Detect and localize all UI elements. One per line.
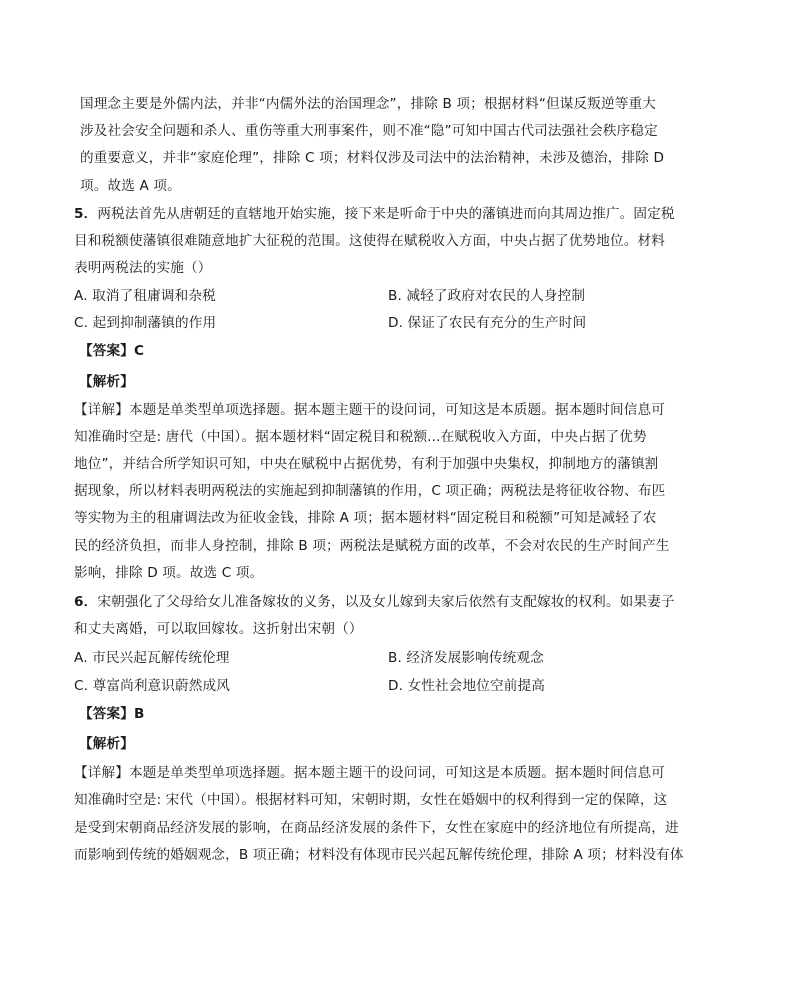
q5-option-d: D. 保证了农民有充分的生产时间: [388, 315, 587, 331]
q6-stem-text-1: 宋朝强化了父母给女儿准备嫁妆的义务，以及女儿嫁到夫家后依然有支配嫁妆的权利。如果妻子: [97, 594, 675, 610]
q6-number: 6．: [74, 594, 98, 610]
q5-detail-line-6: 民的经济负担，而非人身控制，排除 B 项；两税法是赋税方面的改革，不会对农民的生产时间产生: [74, 538, 670, 554]
q6-option-b: B. 经济发展影响传统观念: [388, 650, 544, 666]
q5-answer: [79, 341, 144, 361]
q5-stem-line-2: 目和税额使藩镇很难随意地扩大征税的范围。这使得在赋税收入方面，中央占据了优势地位。材料: [74, 233, 665, 249]
q5-option-c: C. 起到抑制藩镇的作用: [74, 315, 217, 331]
q5-detail-line-1: 【详解】本题是单类型单项选择题。据本题主题干的设问词，可知这是本质题。据本题时间信息可: [74, 402, 665, 418]
q6-detail-line-3: 是受到宋朝商品经济发展的影响，在商品经济发展的条件下，女性在家庭中的经济地位有所提高，进: [74, 820, 679, 836]
q6-stem-line-1: [74, 592, 675, 612]
q5-option-b: B. 减轻了政府对农民的人身控制: [388, 288, 586, 304]
q6-detail-line-2: 知准确时空是: 宋代（中国）。根据材料可知，宋朝时期，女性在婚姻中的权利得到一定的保障，这: [74, 792, 668, 808]
q6-detail-line-1: 【详解】本题是单类型单项选择题。据本题主题干的设问词，可知这是本质题。据本题时间信息可: [74, 765, 665, 781]
continuation-line-3: 的重要意义，并非“家庭伦理”，排除 C 项；材料仅涉及司法中的法治精神，未涉及德治，排除 D: [80, 150, 665, 166]
q5-detail-line-7: 影响，排除 D 项。故选 C 项。: [74, 565, 264, 581]
q6-stem-line-2: 和丈夫离婚，可以取回嫁妆。这折射出宋朝（）: [74, 621, 363, 637]
q5-detail-line-3: 地位”，并结合所学知识可知，中央在赋税中占据优势，有利于加强中央集权，抑制地方的藩镇割: [74, 456, 659, 472]
continuation-line-1: 国理念主要是外儒内法，并非“内儒外法的治国理念”，排除 B 项；根据材料“但谋反叛逆等重大: [80, 96, 656, 112]
q6-detail-line-4: 而影响到传统的婚姻观念，B 项正确；材料没有体现市民兴起瓦解传统伦理，排除 A 项；材料没有体: [74, 847, 684, 863]
q5-stem-text-1: 两税法首先从唐朝廷的直辖地开始实施，接下来是听命于中央的藩镇进而向其周边推广。固定税: [97, 206, 675, 222]
q5-option-a: A. 取消了租庸调和杂税: [74, 288, 216, 304]
q5-analysis-label: 【解析】: [79, 374, 134, 390]
q6-answer-label: 【答案】: [79, 706, 134, 722]
continuation-line-4: 项。故选 A 项。: [80, 178, 181, 194]
q5-detail-line-2: 知准确时空是: 唐代（中国）。据本题材料“固定税目和税额...在赋税收入方面，中央占据了优势: [74, 429, 647, 445]
q5-answer-value: C: [133, 343, 145, 359]
q5-stem-line-1: [74, 204, 675, 224]
q5-detail-line-5: 等实物为主的租庸调法改为征收金钱，排除 A 项；据本题材料“固定税目和税额”可知是减轻了农: [74, 510, 657, 526]
q6-answer: [79, 704, 145, 724]
q5-stem-line-3: 表明两税法的实施（）: [74, 260, 212, 276]
q6-option-a: A. 市民兴起瓦解传统伦理: [74, 650, 230, 666]
q6-option-d: D. 女性社会地位空前提高: [388, 678, 545, 694]
q5-detail-line-4: 据现象，所以材料表明两税法的实施起到抑制藩镇的作用，C 项正确；两税法是将征收谷物、布匹: [74, 483, 666, 499]
continuation-line-2: 涉及社会安全问题和杀人、重伤等重大刑事案件，则不准“隐”可知中国古代司法强社会秩序稳定: [80, 123, 658, 139]
q6-analysis-label: 【解析】: [79, 736, 134, 752]
q6-answer-value: B: [133, 706, 145, 722]
q5-number: 5．: [74, 206, 98, 222]
q6-option-c: C. 尊富尚利意识蔚然成风: [74, 678, 231, 694]
q5-answer-label: 【答案】: [79, 343, 134, 359]
